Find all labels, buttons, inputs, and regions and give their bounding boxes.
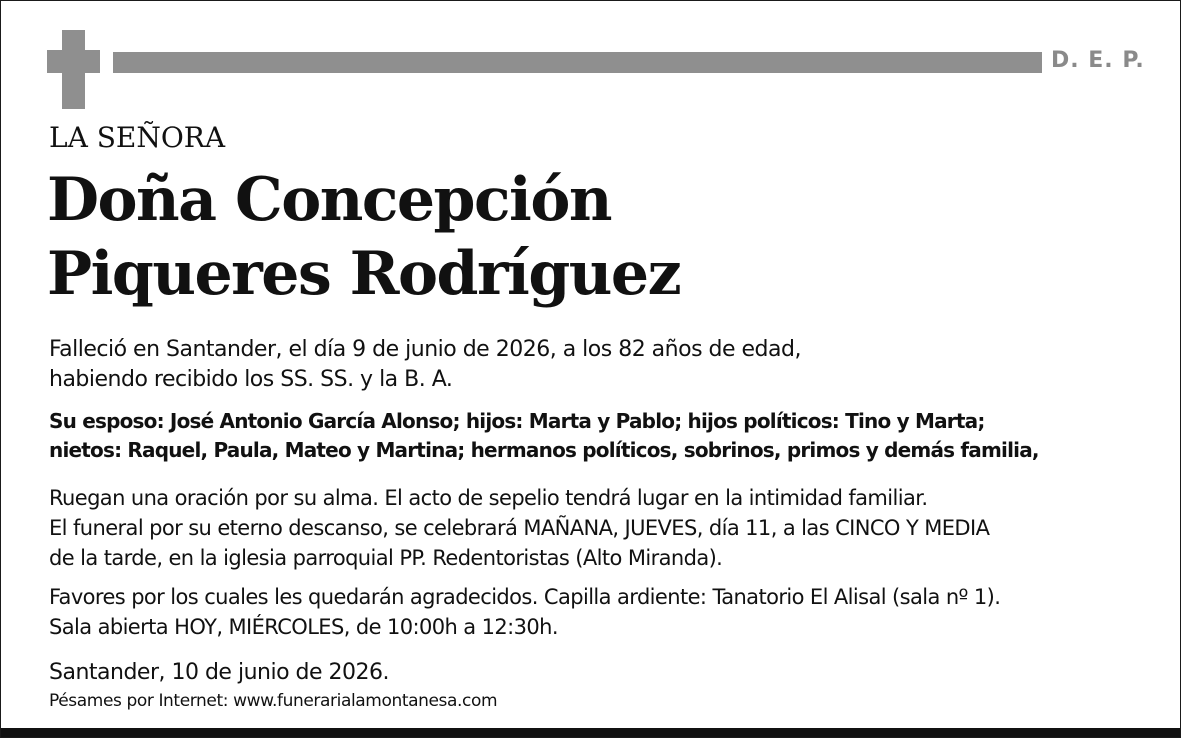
chapel-line: Sala abierta HOY, MIÉRCOLES, de 10:00h a 12:30h. [49, 615, 558, 639]
family-line: Su esposo: José Antonio García Alonso; hijos: Marta y Pablo; hijos políticos: Tino y Marta; [49, 409, 985, 433]
honorific: LA SEÑORA [49, 121, 226, 154]
funeral-line: El funeral por su eterno descanso, se celebrará MAÑANA, JUEVES, día 11, a las CINCO Y MEDIA [49, 516, 990, 540]
deceased-name [47, 163, 680, 311]
family-line: nietos: Raquel, Paula, Mateo y Martina; hermanos políticos, sobrinos, primos y demás familia, [49, 438, 1039, 462]
funeral-paragraph [49, 483, 989, 573]
death-paragraph [49, 335, 801, 395]
name-line-2: Piqueres Rodríguez [47, 239, 681, 309]
family-paragraph [49, 407, 1039, 465]
name-line-1: Doña Concepción [47, 165, 611, 235]
cross-icon [47, 30, 100, 109]
death-line: Falleció en Santander, el día 9 de junio de 2026, a los 82 años de edad, [49, 337, 801, 362]
death-line: habiendo recibido los SS. SS. y la B. A. [49, 367, 453, 392]
funeral-line: Ruegan una oración por su alma. El acto de sepelio tendrá lugar en la intimidad familiar. [49, 486, 928, 510]
funeral-line: de la tarde, en la iglesia parroquial PP. Redentoristas (Alto Miranda). [49, 546, 723, 570]
chapel-line: Favores por los cuales les quedarán agradecidos. Capilla ardiente: Tanatorio El Alisal (sala nº 1). [49, 585, 1001, 609]
chapel-paragraph [49, 582, 1000, 642]
dep-badge: D. E. P. [1051, 48, 1145, 73]
bottom-rule [1, 728, 1180, 737]
place-date: Santander, 10 de junio de 2026. [49, 660, 389, 685]
header-rule [113, 52, 1042, 73]
condolences-line: Pésames por Internet: www.funerarialamontanesa.com [49, 691, 498, 711]
